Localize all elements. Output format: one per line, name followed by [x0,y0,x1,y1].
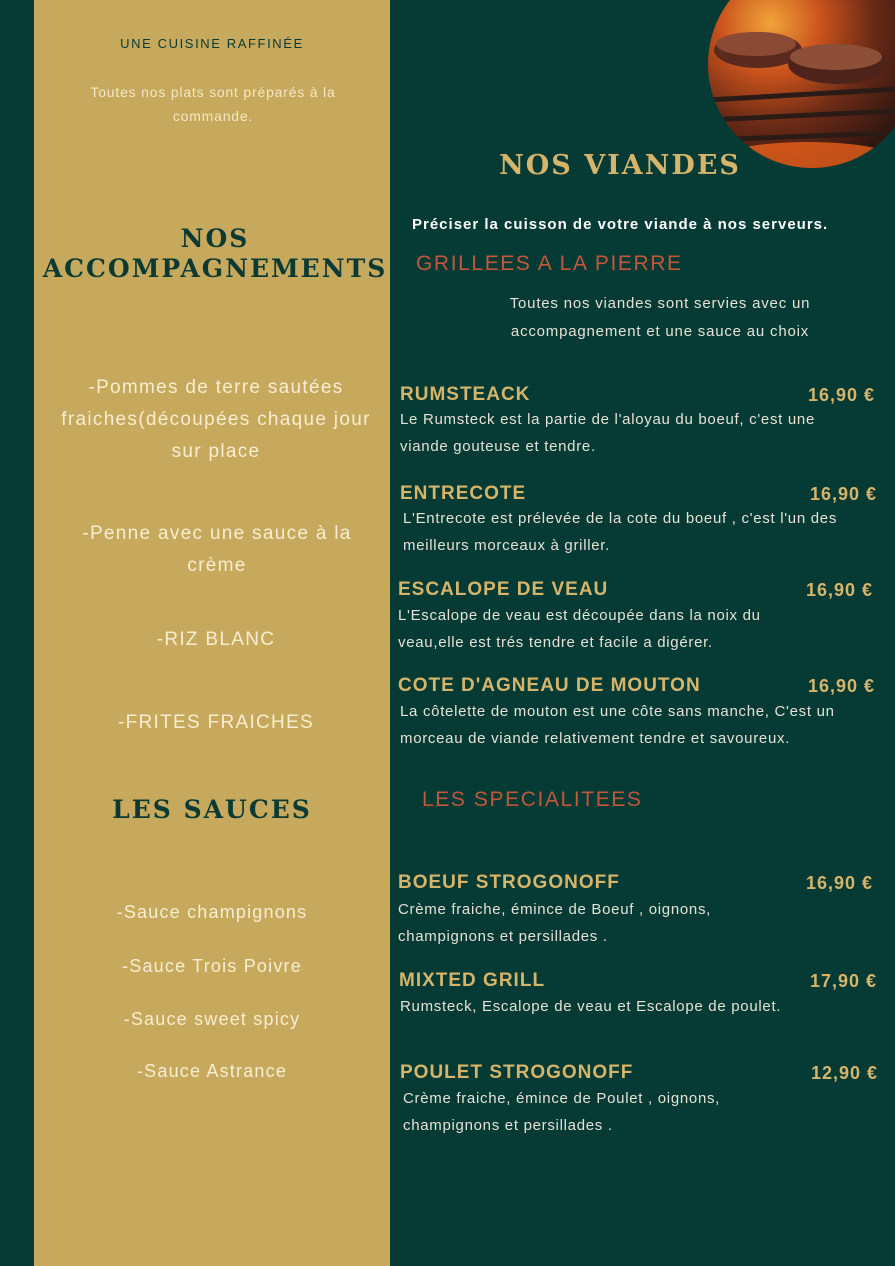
menu-item-desc: Crème fraiche, émince de Poulet , oignons, champignons et persillades . [403,1090,721,1134]
menu-item-desc: L'Entrecote est prélevée de la cote du boeuf , c'est l'un des meilleurs morceaux à griller. [403,510,838,554]
menu-item-price: 16,90 € [806,873,874,893]
accompaniments-title [40,224,390,284]
sauce-item: -Sauce champignons [116,902,308,922]
menu-item-name: ENTRECOTE [400,483,527,504]
meats-title: NOS VIANDES [499,150,741,181]
menu-item-price: 16,90 € [808,385,876,405]
menu-item-name: MIXTED GRILL [399,970,546,991]
menu-item-price: 17,90 € [810,971,878,991]
intro-text: Toutes nos plats sont préparés à la commande. [90,84,336,124]
menu-item-desc: Le Rumsteck est la partie de l'aloyau du boeuf, c'est une viande gouteuse et tendre. [400,411,816,455]
menu-item-name: ESCALOPE DE VEAU [398,579,609,600]
accompaniment-note: Toutes nos viandes sont servies avec un accompagnement et une sauce au choix [509,295,811,340]
menu-item-price: 12,90 € [811,1063,879,1083]
sauce-item: -Sauce Astrance [136,1061,288,1081]
left-border-strip [0,0,34,1266]
menu-item-price: 16,90 € [808,676,876,696]
cooking-instruction: Préciser la cuisson de votre viande à nos serveurs. [412,216,829,233]
menu-item-desc: L'Escalope de veau est découpée dans la noix du veau,elle est trés tendre et facile a digérer. [398,607,761,651]
menu-item-name: BOEUF STROGONOFF [398,872,620,893]
menu-item-price: 16,90 € [810,484,878,504]
section-grillees: GRILLEES A LA PIERRE [416,252,683,275]
accompaniment-item: -Pommes de terre sautées fraiches(découpées chaque jour sur place [61,377,371,462]
accompaniments-title-line2: ACCOMPAGNEMENTS [42,254,388,283]
menu-item-name: COTE D'AGNEAU DE MOUTON [398,675,701,696]
menu-item-desc: La côtelette de mouton est une côte sans manche, C'est un morceau de viande relativement tendre et savoureux. [400,703,835,747]
accompaniment-item: -Penne avec une sauce à la crème [82,523,352,576]
menu-item-desc: Rumsteck, Escalope de veau et Escalope de poulet. [400,998,782,1015]
menu-item-name: RUMSTEACK [400,384,531,405]
accompaniment-item: -FRITES FRAICHES [117,712,315,733]
tagline: UNE CUISINE RAFFINÉE [120,36,304,51]
section-specialites: LES SPECIALITEES [422,788,643,811]
grilled-meat-photo [708,0,895,168]
menu-item-price: 16,90 € [806,580,874,600]
accompaniment-item: -RIZ BLANC [156,629,276,650]
menu-item-desc: Crème fraiche, émince de Boeuf , oignons, champignons et persillades . [398,901,712,945]
accompaniments-title-line1: NOS [180,224,250,253]
sauce-item: -Sauce Trois Poivre [122,956,302,976]
menu-item-name: POULET STROGONOFF [400,1062,634,1083]
sauces-title: LES SAUCES [112,795,312,824]
sauce-item: -Sauce sweet spicy [123,1009,301,1029]
